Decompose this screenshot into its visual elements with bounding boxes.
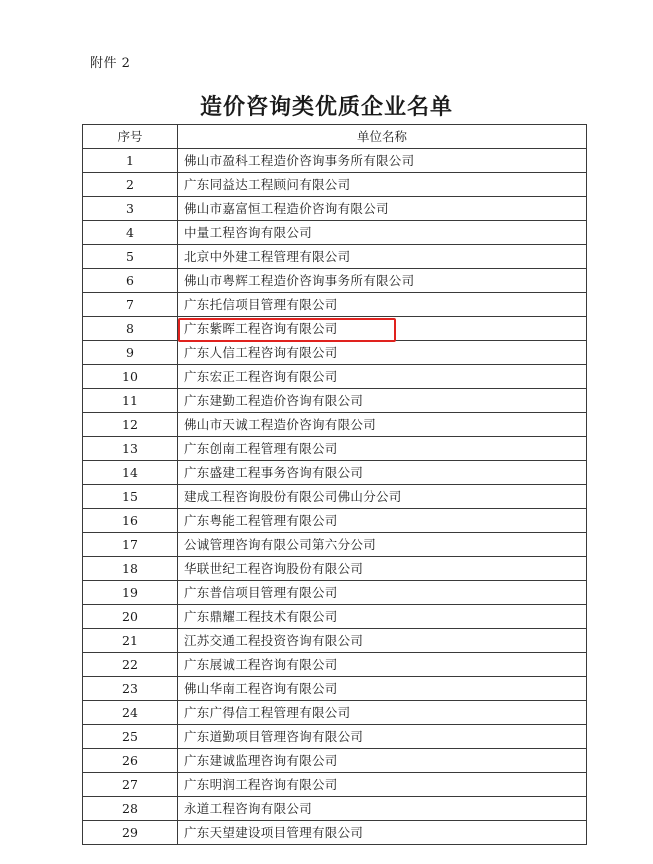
company-name: 中量工程咨询有限公司 [178,221,587,245]
row-number: 8 [83,317,178,341]
table-row [83,149,587,173]
table-row [83,701,587,725]
table-row [83,653,587,677]
row-number: 18 [83,557,178,581]
row-number: 19 [83,581,178,605]
company-name: 广东盛建工程事务咨询有限公司 [178,461,587,485]
company-name: 广东鼎耀工程技术有限公司 [178,605,587,629]
table-row [83,557,587,581]
company-name: 华联世纪工程咨询股份有限公司 [178,557,587,581]
table-row [83,677,587,701]
company-name: 广东明润工程咨询有限公司 [178,773,587,797]
table-row [83,509,587,533]
row-number: 24 [83,701,178,725]
table-row [83,221,587,245]
row-number: 26 [83,749,178,773]
company-name: 广东托信项目管理有限公司 [178,293,587,317]
table-row [83,389,587,413]
table-row [83,293,587,317]
company-name: 建成工程咨询股份有限公司佛山分公司 [178,485,587,509]
row-number: 20 [83,605,178,629]
row-number: 21 [83,629,178,653]
company-name: 广东展诚工程咨询有限公司 [178,653,587,677]
attachment-label: 附件 2 [90,56,131,71]
row-number: 23 [83,677,178,701]
company-table [82,124,587,845]
row-number: 15 [83,485,178,509]
column-header-number: 序号 [83,125,178,149]
company-name: 广东普信项目管理有限公司 [178,581,587,605]
company-name: 广东粤能工程管理有限公司 [178,509,587,533]
row-number: 6 [83,269,178,293]
row-number: 2 [83,173,178,197]
company-name: 广东建诚监理咨询有限公司 [178,749,587,773]
row-number: 4 [83,221,178,245]
table-row [83,629,587,653]
table-row [83,485,587,509]
row-number: 25 [83,725,178,749]
row-number: 17 [83,533,178,557]
table-row [83,773,587,797]
row-number: 14 [83,461,178,485]
table-row [83,173,587,197]
company-table-container [82,124,586,845]
table-row [83,197,587,221]
company-name: 广东广得信工程管理有限公司 [178,701,587,725]
company-name: 广东紫晖工程咨询有限公司 [178,317,587,341]
table-row [83,461,587,485]
column-header-company-name: 单位名称 [178,125,587,149]
company-name: 佛山市天诚工程造价咨询有限公司 [178,413,587,437]
company-name: 广东天望建设项目管理有限公司 [178,821,587,845]
table-row [83,581,587,605]
table-row [83,797,587,821]
row-number: 3 [83,197,178,221]
table-row [83,269,587,293]
company-name: 广东宏正工程咨询有限公司 [178,365,587,389]
table-row [83,725,587,749]
table-row [83,749,587,773]
company-name: 广东同益达工程顾问有限公司 [178,173,587,197]
table-row [83,245,587,269]
table-row [83,341,587,365]
table-header-row [83,125,587,149]
row-number: 1 [83,149,178,173]
company-name: 佛山市盈科工程造价咨询事务所有限公司 [178,149,587,173]
row-number: 10 [83,365,178,389]
company-name: 广东人信工程咨询有限公司 [178,341,587,365]
row-number: 29 [83,821,178,845]
row-number: 13 [83,437,178,461]
row-number: 5 [83,245,178,269]
company-name: 公诚管理咨询有限公司第六分公司 [178,533,587,557]
page-title: 造价咨询类优质企业名单 [199,94,453,120]
company-name: 广东建勤工程造价咨询有限公司 [178,389,587,413]
row-number: 11 [83,389,178,413]
row-number: 27 [83,773,178,797]
row-number: 12 [83,413,178,437]
row-number: 22 [83,653,178,677]
company-name: 江苏交通工程投资咨询有限公司 [178,629,587,653]
row-number: 9 [83,341,178,365]
table-row [83,437,587,461]
table-row [83,317,587,341]
company-name: 佛山华南工程咨询有限公司 [178,677,587,701]
row-number: 16 [83,509,178,533]
table-row [83,413,587,437]
company-name: 广东创南工程管理有限公司 [178,437,587,461]
row-number: 7 [83,293,178,317]
company-name: 北京中外建工程管理有限公司 [178,245,587,269]
row-number: 28 [83,797,178,821]
table-row [83,821,587,845]
company-name: 永道工程咨询有限公司 [178,797,587,821]
company-name: 佛山市嘉富恒工程造价咨询有限公司 [178,197,587,221]
table-row [83,533,587,557]
table-row [83,365,587,389]
table-row [83,605,587,629]
company-name: 佛山市粤辉工程造价咨询事务所有限公司 [178,269,587,293]
company-name: 广东道勤项目管理咨询有限公司 [178,725,587,749]
table-body [83,149,587,845]
